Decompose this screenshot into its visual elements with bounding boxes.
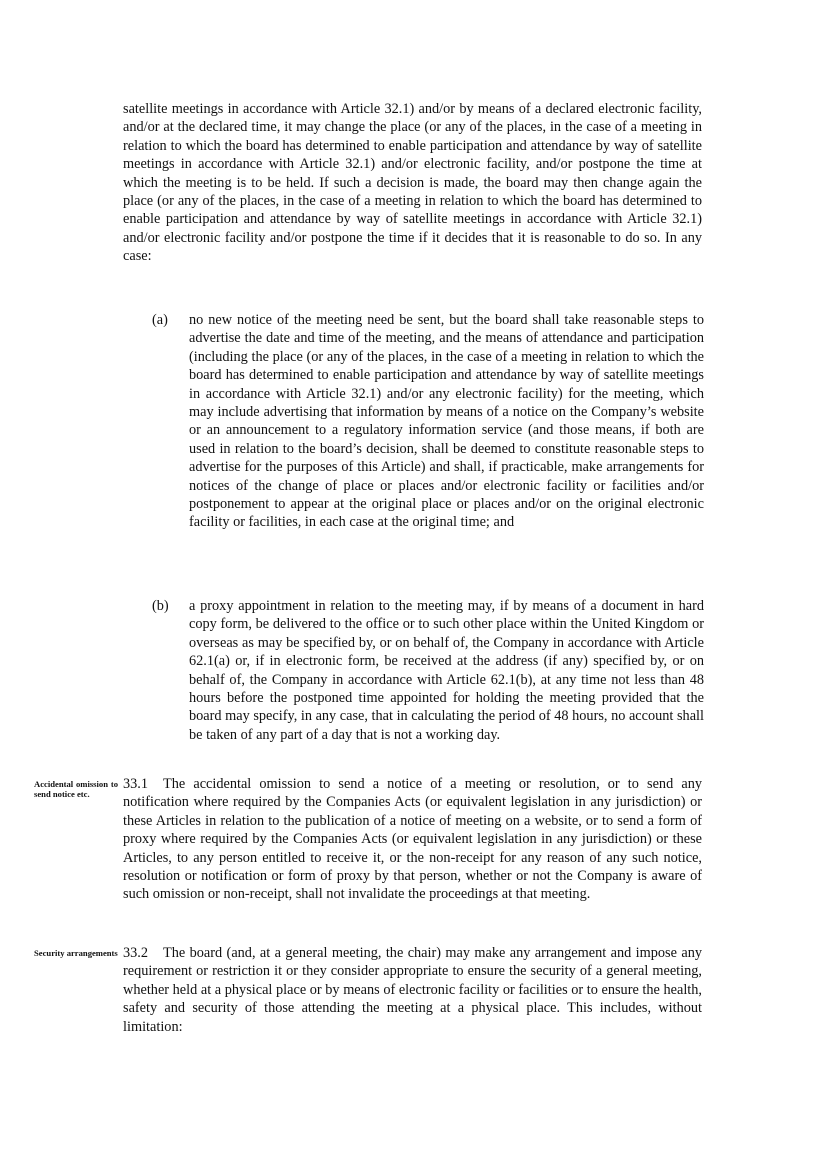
clause-number: 33.2: [123, 945, 149, 961]
clause-33-1: [123, 775, 702, 904]
list-item-label: (a): [152, 312, 168, 328]
clause-number: 33.1: [123, 776, 149, 792]
clause-33-2: [123, 944, 702, 1036]
clause-text: The board (and, at a general meeting, the chair) may make any arrangement and impose any requirement or restriction it or they consider appropriate to ensure the security of a general meeting, whether held at a physical place or by means of electronic facility or facilities or to ensure the health, safety and security of those attending the meeting at a physical place. This includes, without limitation:: [123, 945, 702, 1035]
clause-paragraph: [123, 775, 702, 904]
margin-note-security-arrangements: Security arrangements: [34, 948, 118, 958]
list-item-text: a proxy appointment in relation to the meeting may, if by means of a document in hard copy form, be delivered to the office or to such other place within the United Kingdom or overseas as may be specified by, or on behalf of, the Company in accordance with Article 62.1(a) or, if in electronic form, be received at the address (if any) specified by, or on behalf of, the Company in accordance with Article 62.1(b), at any time not less than 48 hours before the postponed time appointed for holding the meeting provided that the board may specify, in any case, that in calculating the period of 48 hours, no account shall be taken of any part of a day that is not a working day.: [189, 598, 704, 743]
margin-note-accidental-omission: Accidental omission to send notice etc.: [34, 779, 118, 800]
list-item-label: (b): [152, 598, 169, 614]
clause-text: The accidental omission to send a notice of a meeting or resolution, or to send any notification where required by the Companies Acts (or equivalent legislation in any jurisdiction) or these Articles in relation to the publication of a notice of meeting on a website, or to send a form of proxy where required by the Companies Acts (or equivalent legislation in any jurisdiction) or these Articles, to any person entitled to receive it, or the non-receipt for any reason of any such notice, resolution or notification or form of proxy by that person, whether or not the Company is aware of such omission or non-receipt, shall not invalidate the proceedings at that meeting.: [123, 776, 702, 903]
list-item-text: no new notice of the meeting need be sent, but the board shall take reasonable steps to advertise the date and time of the meeting, and the means of attendance and participation (including the place (or any of the places, in the case of a meeting in relation to which the board has determined to enable participation and attendance by way of satellite meetings in accordance with Article 32.1) and/or any electronic facility) for the meeting, which may include advertising that information by means of a notice on the Company’s website or an announcement to a regulatory information service (and those means, if both are used in relation to the board’s decision, shall be deemed to constitute reasonable steps to advertise for the purposes of this Article) and shall, if practicable, make arrangements for notices of the change of place or places and/or electronic facility or facilities and/or postponement to appear at the original place or places and/or on the original electronic facility or facilities, in each case at the original time; and: [189, 312, 704, 531]
intro-paragraph: satellite meetings in accordance with Article 32.1) and/or by means of a declared electronic facility, and/or at the declared time, it may change the place (or any of the places, in the case of a meeting in relation to which the board has determined to enable participation and attendance by way of satellite meetings in accordance with Article 32.1) and/or electronic facility, and/or postpone the time at which the meeting is to be held. If such a decision is made, the board may then change again the place (or any of the places, in the case of a meeting in relation to which the board has determined to enable participation and attendance by way of satellite meetings in accordance with Article 32.1) and/or electronic facility and/or postpone the time if it decides that it is reasonable to do so. In any case:: [123, 101, 702, 265]
clause-paragraph: [123, 944, 702, 1036]
